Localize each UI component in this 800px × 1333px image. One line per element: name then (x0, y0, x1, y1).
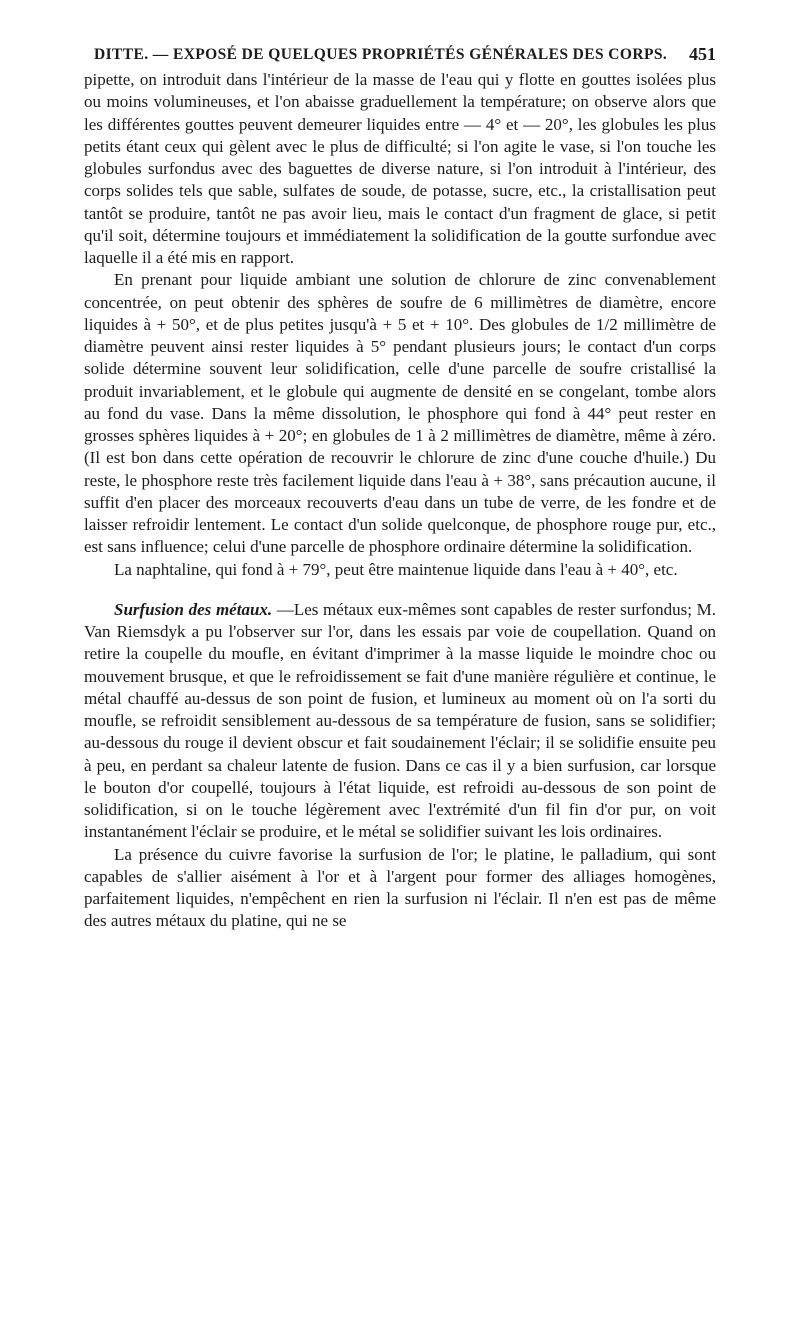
paragraph-4 (84, 599, 716, 844)
paragraph-1: pipette, on introduit dans l'intérieur de la masse de l'eau qui y flotte en gouttes isolées plus ou moins volumineuses, et l'on abaisse graduellement la température; on observe alors que les différentes gouttes peuvent demeurer liquides entre — 4° et — 20°, les globules les plus petits étant ceux qui gèlent avec le plus de difficulté; si l'on agite le vase, si l'on touche les globules surfondus avec des baguettes de diverse nature, si l'on introduit à l'intérieur, des corps solides tels que sable, sulfates de soude, de potasse, sucre, etc., la cristallisation peut tantôt se produire, tantôt ne pas avoir lieu, mais le contact d'un fragment de glace, si petit qu'il soit, détermine toujours et immédiatement la solidification de la goutte surfondue avec laquelle il a été mis en rapport. (84, 70, 716, 267)
page-header (84, 42, 716, 68)
running-head: DITTE. — EXPOSÉ DE QUELQUES PROPRIÉTÉS GÉNÉRALES DES CORPS. (94, 46, 668, 63)
paragraph-3: La naphtaline, qui fond à + 79°, peut être maintenue liquide dans l'eau à + 40°, etc. (114, 559, 678, 579)
section-title: Surfusion des métaux. (114, 599, 273, 619)
paragraph-4-text: —Les métaux eux-mêmes sont capables de rester surfondus; M. Van Riemsdyk a pu l'observer sur l'or, dans les essais par voie de coupellation. Quand on retire la coupelle du moufle, en évitant d'imprimer à la masse liquide le moindre choc ou mouvement brusque, et que le refroidissement se fait d'une manière régulière et continue, le métal chauffé au-dessus de son point de fusion, et lumineux au moment où on l'a sorti du moufle, se refroidit sensiblement au-dessous de sa température de fusion, sans se solidifier; au-dessous du rouge il devient obscur et fait soudainement l'éclair; il se solidifie ensuite peu à peu, en perdant sa chaleur latente de fusion. Dans ce cas il y a bien surfusion, car lorsque le bouton d'or coupellé, toujours à l'état liquide, est refroidi au-dessous de son point de solidification, si on le touche légèrement avec l'extrémité d'un fil fin d'or pur, on voit instantanément l'éclair se produire, et le métal se solidifier suivant les lois ordinaires. (84, 599, 716, 842)
paragraph-2: En prenant pour liquide ambiant une solution de chlorure de zinc convenablement concentrée, on peut obtenir des sphères de soufre de 6 millimètres de diamètre, encore liquides à + 50°, et de plus petites jusqu'à + 5 et + 10°. Des globules de 1/2 millimètre de diamètre peuvent ainsi rester liquides à 5° pendant plusieurs jours; le contact d'un corps solide détermine souvent leur solidification, celle d'une parcelle de soufre cristallisé la produit invariablement, et le globule qui augmente de densité en se congelant, tombe alors au fond du vase. Dans la même dissolution, le phosphore qui fond à 44° peut rester en grosses sphères liquides à + 20°; en globules de 1 à 2 millimètres de diamètre, même à zéro. (Il est bon dans cette opération de recouvrir le chlorure de zinc d'une couche d'huile.) Du reste, le phosphore reste très facilement liquide dans l'eau à + 38°, sans précaution aucune, il suffit d'en placer des morceaux recouverts d'eau dans un tube de verre, de les fondre et de laisser refroidir lentement. Le contact d'un solide quelconque, de phosphore rouge pur, etc., est sans influence; celui d'une parcelle de phosphore ordinaire détermine la solidification. (84, 270, 716, 557)
page-number: 451 (689, 44, 716, 64)
paragraph-5: La présence du cuivre favorise la surfusion de l'or; le platine, le palladium, qui sont capables de s'allier aisément à l'or et à l'argent pour former des alliages homogènes, parfaitement liquides, n'empêchent en rien la surfusion ni l'éclair. Il n'en est pas de même des autres métaux du platine, qui ne se (84, 844, 716, 931)
body-text (84, 69, 716, 933)
